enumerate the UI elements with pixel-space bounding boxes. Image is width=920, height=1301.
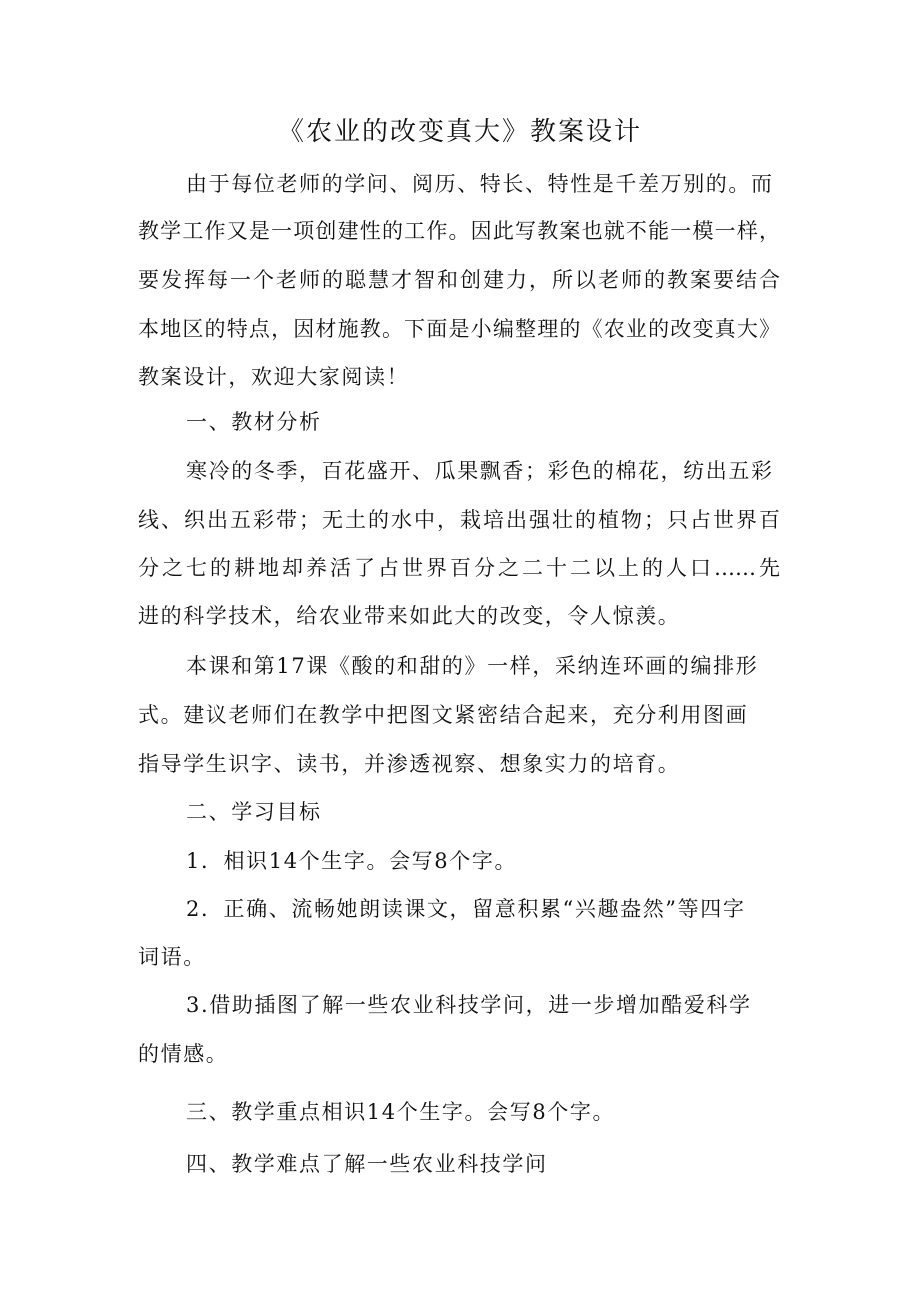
section-heading-materials: 一、教材分析 <box>186 410 322 434</box>
intro-line-1: 由于每位老师的学问、阅历、特长、特性是千差万别的。而 <box>186 172 774 196</box>
materials-para2-line-2: 式。建议老师们在教学中把图文紧密结合起来，充分利用图画 <box>138 703 749 727</box>
goal-2-line-1: 2．正确、流畅她朗读课文，留意积累“兴趣盎然”等四字 <box>186 897 746 921</box>
materials-para2-line-3: 指导学生识字、读书，并渗透视察、想象实力的培育。 <box>138 752 681 776</box>
materials-para1-line-1: 寒冷的冬季，百花盛开、瓜果飘香；彩色的棉花，纺出五彩 <box>186 459 774 483</box>
goal-2-line-2: 词语。 <box>138 945 206 969</box>
materials-para1-line-3: 分之七的耕地却养活了占世界百分之二十二以上的人口……先 <box>138 556 780 580</box>
materials-para1-line-4: 进的科学技术，给农业带来如此大的改变，令人惊羡。 <box>138 604 681 628</box>
goal-3-line-1: 3.借助插图了解一些农业科技学问，进一步增加酷爱科学 <box>186 993 752 1017</box>
intro-line-2: 教学工作又是一项创建性的工作。因此写教案也就不能一模一样， <box>138 219 780 243</box>
intro-line-4: 本地区的特点，因材施教。下面是小编整理的《农业的改变真大》 <box>138 317 780 341</box>
document-title: 《农业的改变真大》教案设计 <box>277 117 642 147</box>
intro-line-3: 要发挥每一个老师的聪慧才智和创建力，所以老师的教案要结合 <box>138 268 780 292</box>
section-heading-goals: 二、学习目标 <box>186 800 322 824</box>
goal-1: 1．相识14个生字。会写8个字。 <box>186 849 518 873</box>
section-teaching-focus: 三、教学重点相识14个生字。会写8个字。 <box>186 1100 616 1124</box>
section-teaching-difficulty: 四、教学难点了解一些农业科技学问 <box>186 1152 548 1176</box>
materials-para2-line-1: 本课和第17课《酸的和甜的》一样，采纳连环画的编排形 <box>186 654 759 678</box>
materials-para1-line-2: 线、织出五彩带；无土的水中，栽培出强壮的植物；只占世界百 <box>138 508 780 532</box>
goal-3-line-2: 的情感。 <box>138 1042 229 1066</box>
intro-line-5: 教案设计，欢迎大家阅读！ <box>138 365 410 389</box>
